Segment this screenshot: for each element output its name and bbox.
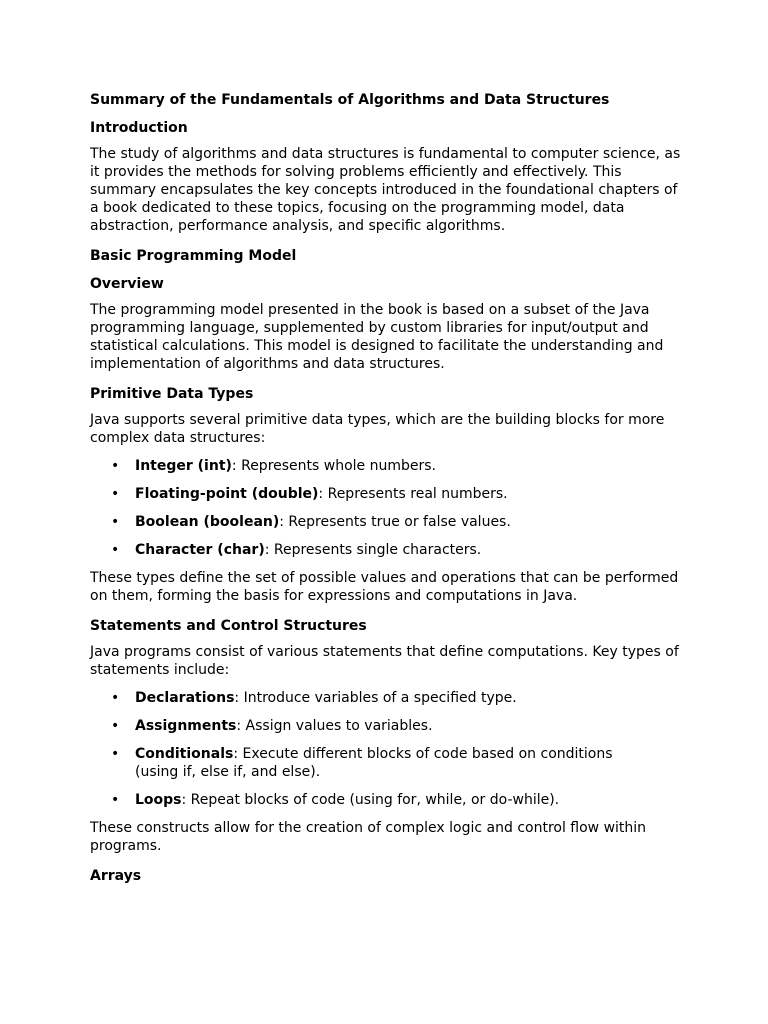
introduction-paragraph: The study of algorithms and data structures is fundamental to computer science, as it provides the methods for solving problems efficiently and effectively. This summary encapsulates the key concepts introduced in the foundational chapters of a book dedicated to these topics, focusing on the programming model, data abstraction, performance analysis, and specific algorithms. [90, 146, 681, 234]
list-item-term: Integer (int) [135, 458, 232, 474]
section-heading-overview: Overview [90, 276, 164, 292]
bullet-icon: • [111, 718, 120, 734]
statements-intro-paragraph: Java programs consist of various statements that define computations. Key types of statements include: [90, 644, 679, 678]
list-item-term: Boolean (boolean) [135, 514, 280, 530]
bullet-icon: • [111, 542, 120, 558]
list-item [90, 513, 682, 531]
section-heading-basic-programming-model: Basic Programming Model [90, 248, 297, 264]
primitive-outro-paragraph: These types define the set of possible values and operations that can be performed on them, forming the basis for expressions and computations in Java. [90, 570, 679, 604]
section-heading-introduction: Introduction [90, 120, 188, 136]
list-item-term: Assignments [135, 718, 237, 734]
statements-list [90, 689, 682, 809]
list-item [90, 689, 682, 707]
list-item-desc: : Assign values to variables. [236, 718, 433, 734]
list-item-desc: : Represents real numbers. [318, 486, 508, 502]
section-heading-arrays: Arrays [90, 868, 142, 884]
list-item-term: Loops [135, 792, 182, 808]
list-item [90, 485, 682, 503]
overview-paragraph: The programming model presented in the book is based on a subset of the Java programming language, supplemented by custom libraries for input/output and statistical calculations. This model is designed to facilitate the understanding and implementation of algorithms and data structures. [90, 302, 664, 372]
list-item [90, 457, 682, 475]
bullet-icon: • [111, 458, 120, 474]
section-heading-statements: Statements and Control Structures [90, 618, 367, 634]
primitive-intro-paragraph: Java supports several primitive data types, which are the building blocks for more complex data structures: [90, 412, 665, 446]
statements-outro-paragraph: These constructs allow for the creation of complex logic and control flow within programs. [90, 820, 647, 854]
bullet-icon: • [111, 792, 120, 808]
list-item-term: Character (char) [135, 542, 265, 558]
list-item [90, 745, 682, 781]
document-page [90, 89, 682, 893]
list-item-desc: : Introduce variables of a specified type. [234, 690, 517, 706]
list-item-desc: : Represents whole numbers. [231, 458, 436, 474]
list-item [90, 791, 682, 809]
list-item-desc: : Repeat blocks of code (using for, while, or do-while). [181, 792, 560, 808]
bullet-icon: • [111, 746, 120, 762]
list-item-desc: : Represents single characters. [264, 542, 482, 558]
list-item-term: Floating-point (double) [135, 486, 319, 502]
list-item [90, 541, 682, 559]
bullet-icon: • [111, 514, 120, 530]
bullet-icon: • [111, 486, 120, 502]
primitive-types-list [90, 457, 682, 559]
list-item [90, 717, 682, 735]
list-item-desc: : Represents true or false values. [279, 514, 511, 530]
bullet-icon: • [111, 690, 120, 706]
list-item-term: Declarations [135, 690, 235, 706]
document-title: Summary of the Fundamentals of Algorithms and Data Structures [90, 92, 610, 108]
list-item-desc: : Execute different blocks of code based on conditions (using if, else if, and else). [135, 746, 613, 780]
section-heading-primitive-data-types: Primitive Data Types [90, 386, 254, 402]
list-item-term: Conditionals [135, 746, 234, 762]
